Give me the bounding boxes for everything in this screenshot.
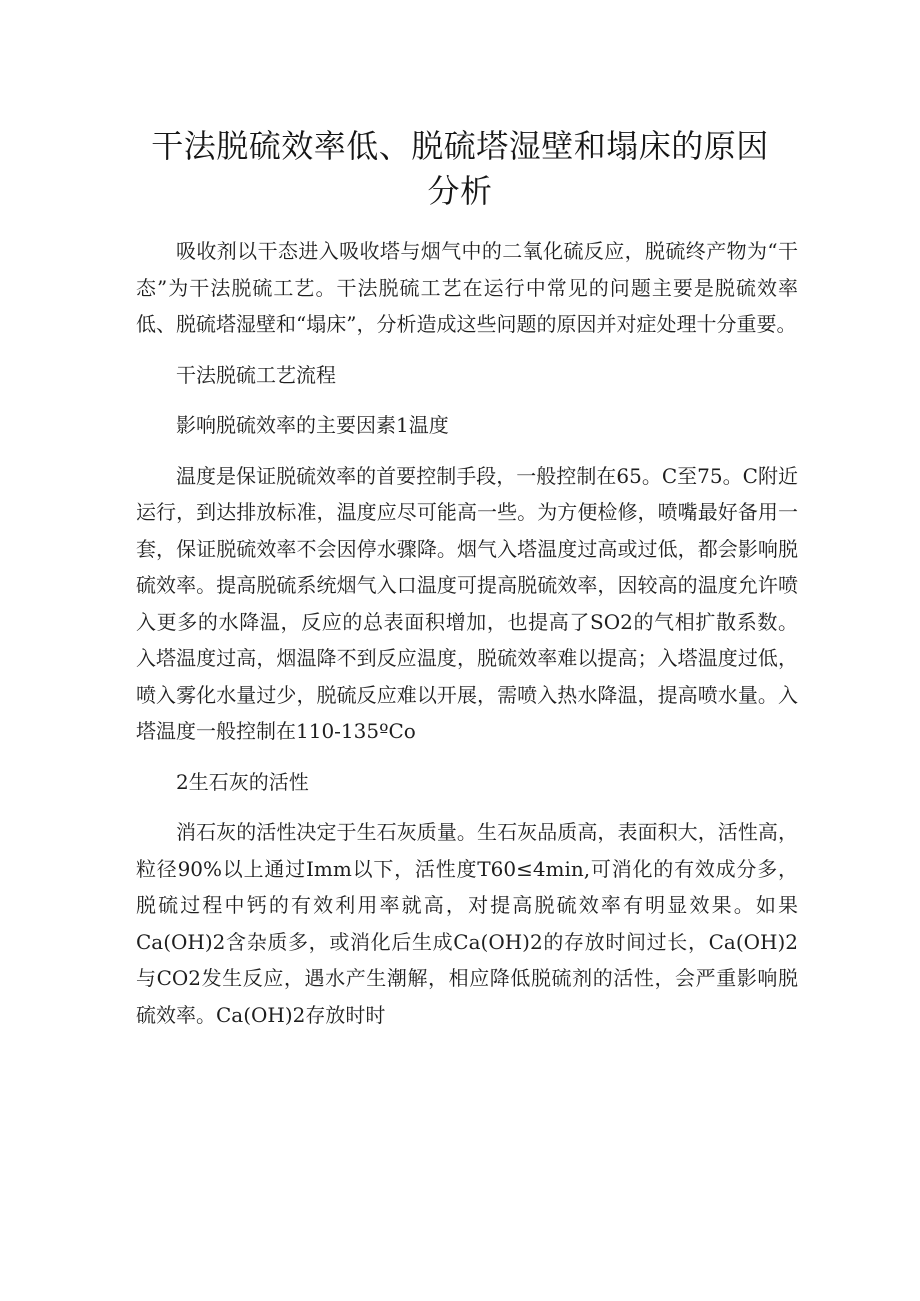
paragraph-lime-activity: 消石灰的活性决定于生石灰质量。生石灰品质高，表面积大，活性高，粒径90%以上通过Imm以下，活性度T60≤4min,可消化的有效成分多，脱硫过程中钙的有效利用率就高，对提高脱硫效率有明显效果。如果Ca(OH)2含杂质多，或消化后生成Ca(OH)2的存放时间过长，Ca(OH)2与CO2发生反应，遇水产生潮解，相应降低脱硫剂的活性，会严重影响脱硫效率。Ca(OH)2存放时时 [136,820,798,1027]
document-body [136,233,798,1047]
paragraph-intro: 吸收剂以干态进入吸收塔与烟气中的二氧化硫反应，脱硫终产物为“干态”为干法脱硫工艺。干法脱硫工艺在运行中常见的问题主要是脱硫效率低、脱硫塔湿壁和“塌床”，分析造成这些问题的原因并对症处理十分重要。 [136,239,798,336]
document-title [110,124,810,214]
title-line-2: 分析 [427,172,493,210]
title-line-1: 干法脱硫效率低、脱硫塔湿壁和塌床的原因 [151,127,769,165]
section-heading-process: 干法脱硫工艺流程 [176,362,336,387]
section-heading-factors: 影响脱硫效率的主要因素1温度 [176,413,449,437]
paragraph-temperature: 温度是保证脱硫效率的首要控制手段，一般控制在65。C至75。C附近运行，到达排放标准，温度应尽可能高一些。为方便检修，喷嘴最好备用一套，保证脱硫效率不会因停水骤降。烟气入塔温度过高或过低，都会影响脱硫效率。提高脱硫系统烟气入口温度可提高脱硫效率，因较高的温度允许喷入更多的水降温，反应的总表面积增加，也提高了SO2的气相扩散系数。入塔温度过高，烟温降不到反应温度，脱硫效率难以提高；入塔温度过低，喷入雾化水量过少，脱硫反应难以开展，需喷入热水降温，提高喷水量。入塔温度一般控制在110-135ºCo [136,463,798,743]
section-heading-lime-activity: 2生石灰的活性 [176,769,309,794]
